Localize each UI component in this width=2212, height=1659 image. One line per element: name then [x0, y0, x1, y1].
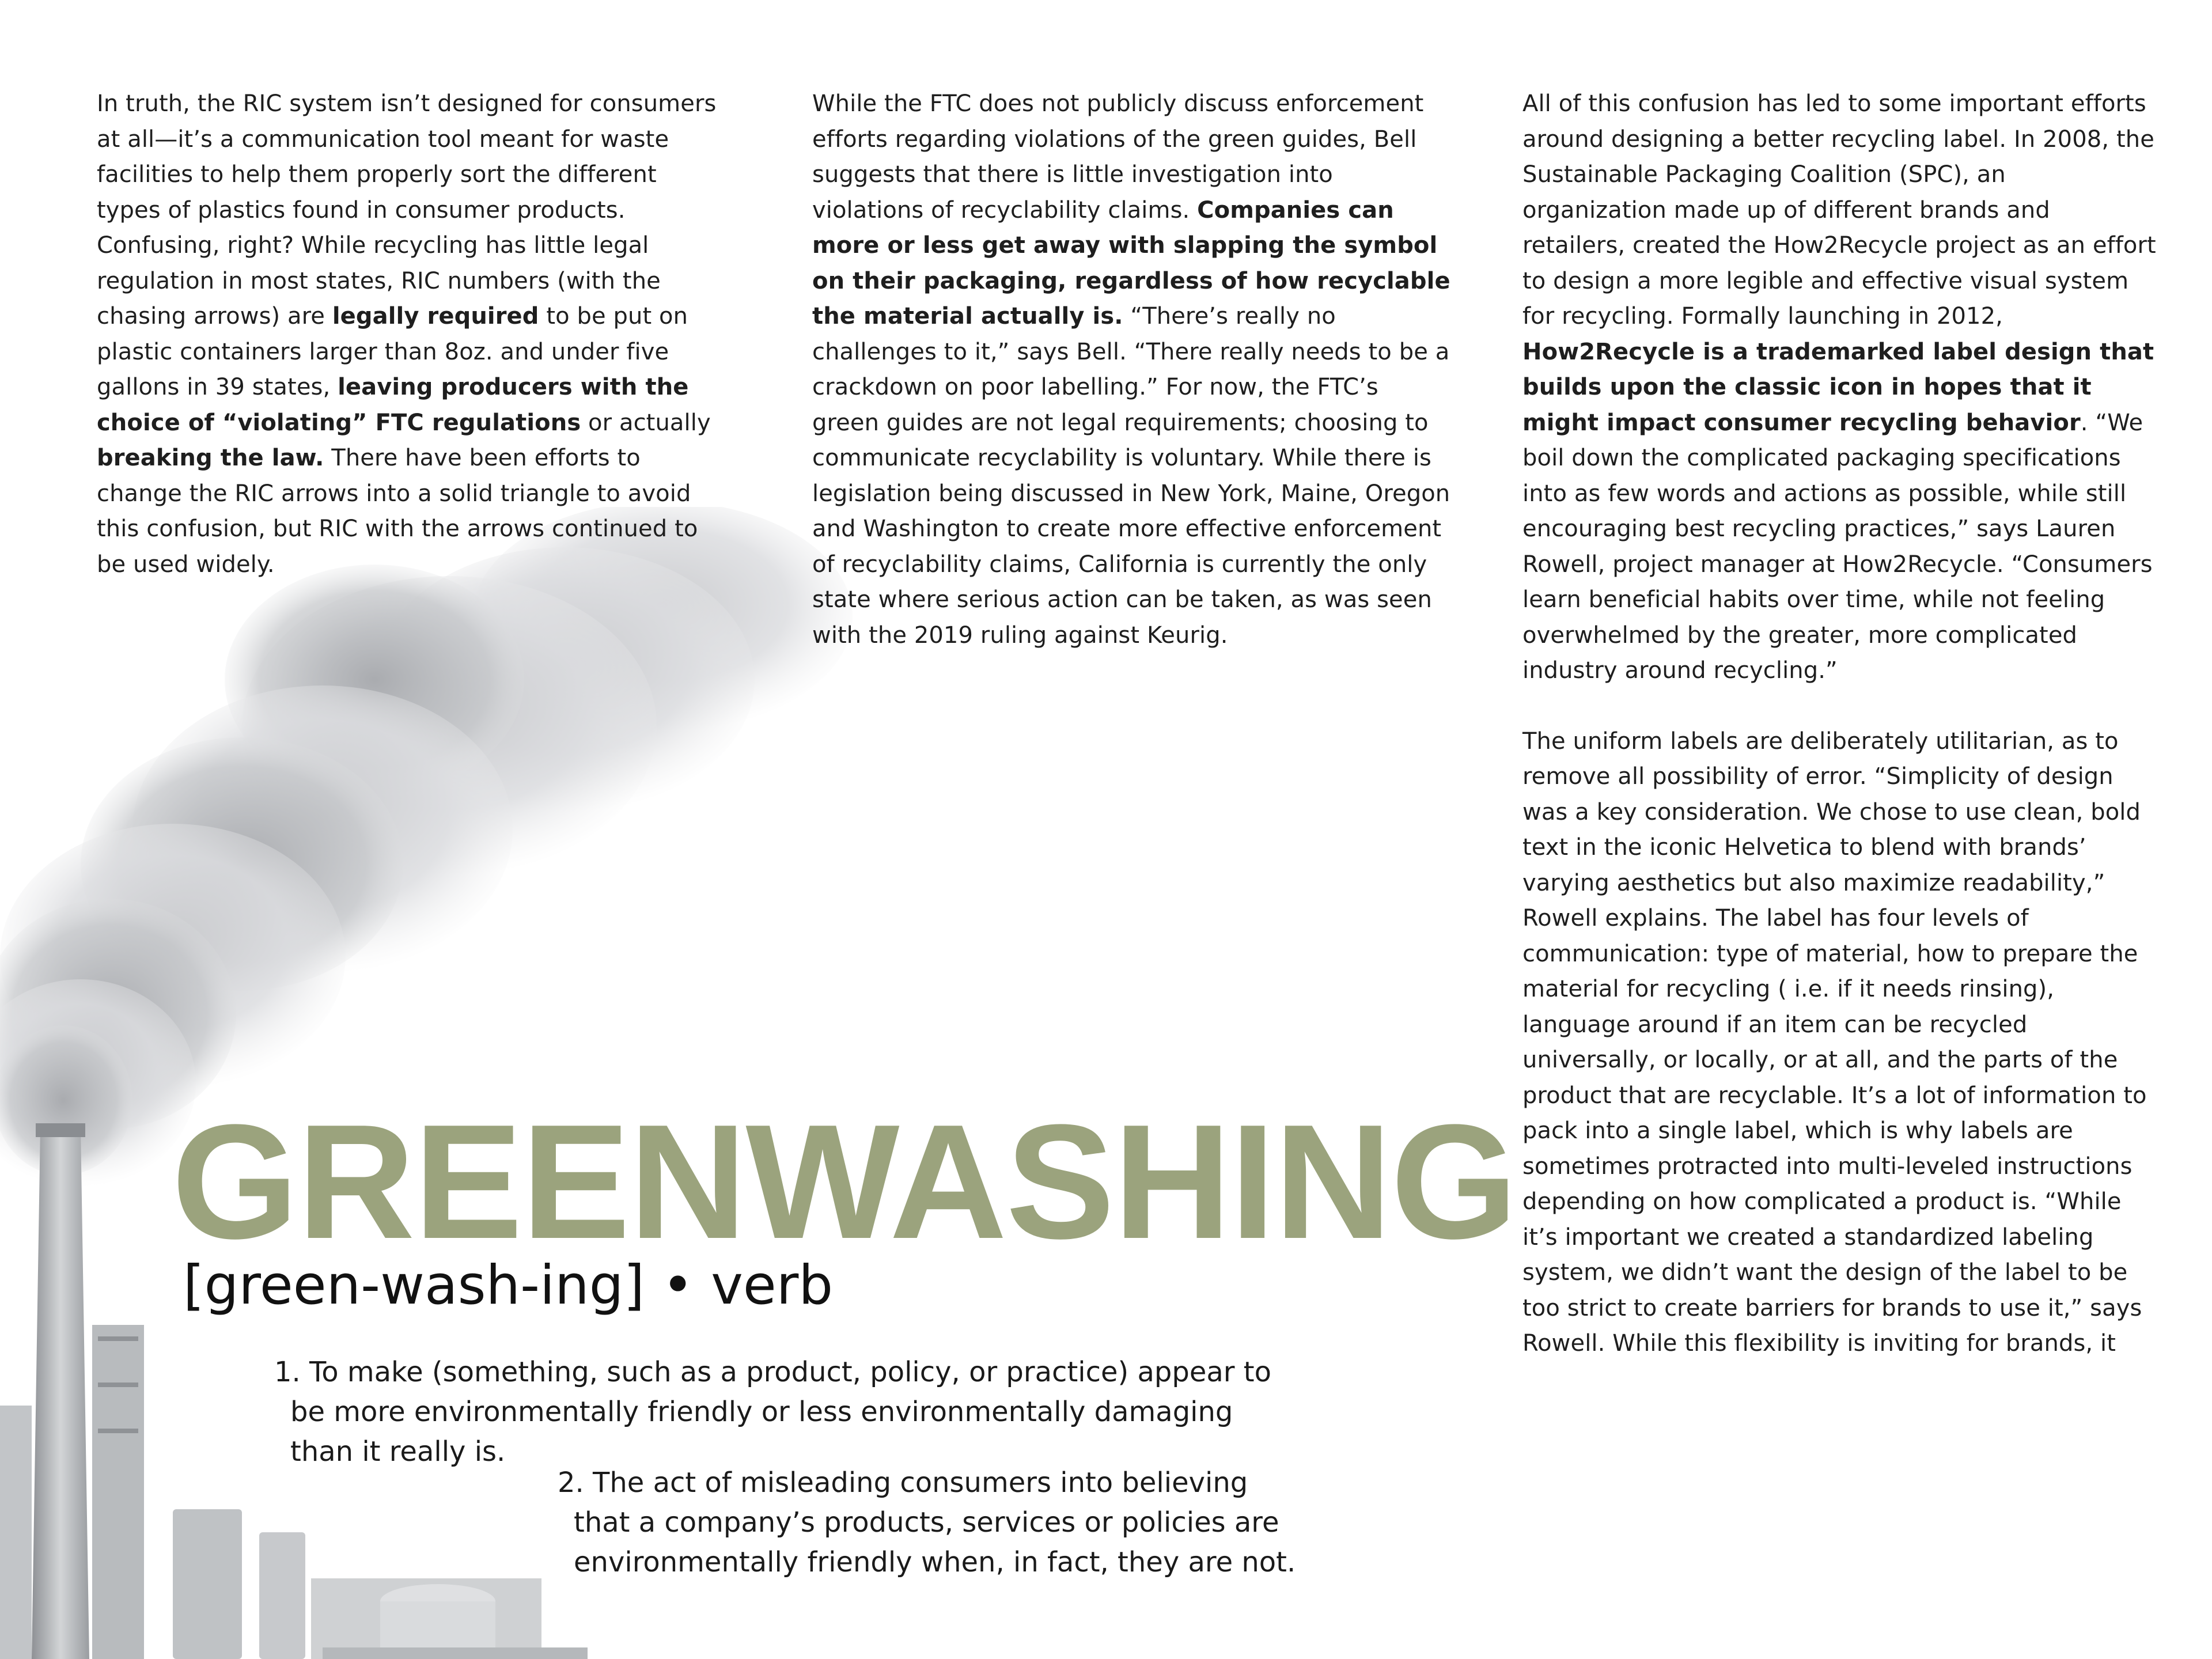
body-paragraph	[1522, 86, 2156, 689]
body-column-1	[97, 86, 725, 582]
smoke-cloud	[0, 507, 853, 1187]
emphasized-text: breaking the law.	[97, 445, 324, 471]
body-text: There have been efforts to change the RIC arrows into a solid triangle to avoid this confusion, but RIC with the arrows continued to be used widely.	[97, 445, 698, 578]
body-text: While the FTC does not publicly discuss enforcement efforts regarding violations of the green guides, Bell suggests that there is little investigation into violations of recyclability claims.	[812, 90, 1424, 224]
body-column-3	[1522, 86, 2156, 1362]
body-column-2	[812, 86, 1452, 653]
emphasized-text: leaving producers with the choice of “violating” FTC regulations	[97, 374, 689, 436]
body-text: “There’s really no challenges to it,” says Bell. “There really needs to be a crackdown on poor labelling.” For now, the FTC’s green guides are not legal requirements; choosing to communicate recyclability is voluntary. While there is legislation being discussed in New York, Maine, Oregon and Washington to create more effective enforcement of recyclability claims, California is currently the only state where serious action can be taken, as was seen with the 2019 ruling against Keurig.	[812, 303, 1450, 649]
body-text: The uniform labels are deliberately utilitarian, as to remove all possibility of error. “Simplicity of design was a key consideration. We chose to use clean, bold text in the iconic Helvetica to blend with brands’ varying aesthetics but also maximize readability,” Rowell explains. The label has four levels of communication: type of material, how to prepare the material for recycling ( i.e. if it needs rinsing), language around if an item can be recycled universally, or locally, or at all, and the parts of the product that are recyclable. It’s a lot of information to pack into a single label, which is why labels are sometimes protracted into multi-leveled instructions depending on how complicated a product is. “While it’s important we created a standardized labeling system, we didn’t want the design of the label to be too strict to create barriers for brands to use it,” says Rowell. While this flexibility is inviting for brands, it	[1522, 728, 2147, 1357]
body-paragraph	[97, 86, 725, 582]
definition-number: 1.	[274, 1356, 301, 1388]
definition-1	[274, 1353, 1277, 1472]
body-paragraph	[1522, 724, 2156, 1362]
definition-text-rest: that a company’s products, services or policies are environmentally friendly when, in fact, they are not.	[574, 1506, 1296, 1578]
definition-2	[558, 1463, 1301, 1582]
pronunciation-label: [green-wash-ing] • verb	[183, 1254, 834, 1317]
emphasized-text: How2Recycle is a trademarked label design that builds upon the classic icon in hopes that it might impact consumer recycling behavior	[1522, 338, 2154, 436]
body-text: All of this confusion has led to some important efforts around designing a better recycling label. In 2008, the Sustainable Packaging Coalition (SPC), an organization made up of different brands and retailers, created the How2Recycle project as an effort to design a more legible and effective visual system for recycling. Formally launching in 2012,	[1522, 90, 2156, 329]
definition-text-rest: be more environmentally friendly or less environmentally damaging than it really is.	[290, 1396, 1233, 1468]
body-text: or actually	[581, 409, 711, 436]
body-text: In truth, the RIC system isn’t designed for consumers at all—it’s a communication tool meant for waste facilities to help them properly sort the different types of plastics found in consumer products. Confusing, right? While recycling has little legal regulation in most states, RIC numbers (with the chasing arrows) are	[97, 90, 717, 329]
body-paragraph	[812, 86, 1452, 653]
definition-number: 2.	[558, 1467, 584, 1499]
definition-text-start: The act of misleading consumers into believing	[584, 1467, 1248, 1499]
emphasized-text: Companies can more or less get away with slapping the symbol on their packaging, regardless of how recyclable the material actually is.	[812, 196, 1450, 329]
body-text: to be put on plastic containers larger than 8oz. and under five gallons in 39 states,	[97, 303, 688, 400]
headline-greenwashing: GREENWASHING	[172, 1090, 1517, 1272]
definition-text-start: To make (something, such as a product, policy, or practice) appear to	[300, 1356, 1271, 1388]
body-text: . “We boil down the complicated packaging specifications into as few words and actions as possible, while still encouraging best recycling practices,” says Lauren Rowell, project manager at How2Recycle. “Consumers learn beneficial habits over time, while not feeling overwhelmed by the greater, more complicated industry around recycling.”	[1522, 409, 2153, 684]
emphasized-text: legally required	[332, 303, 539, 329]
